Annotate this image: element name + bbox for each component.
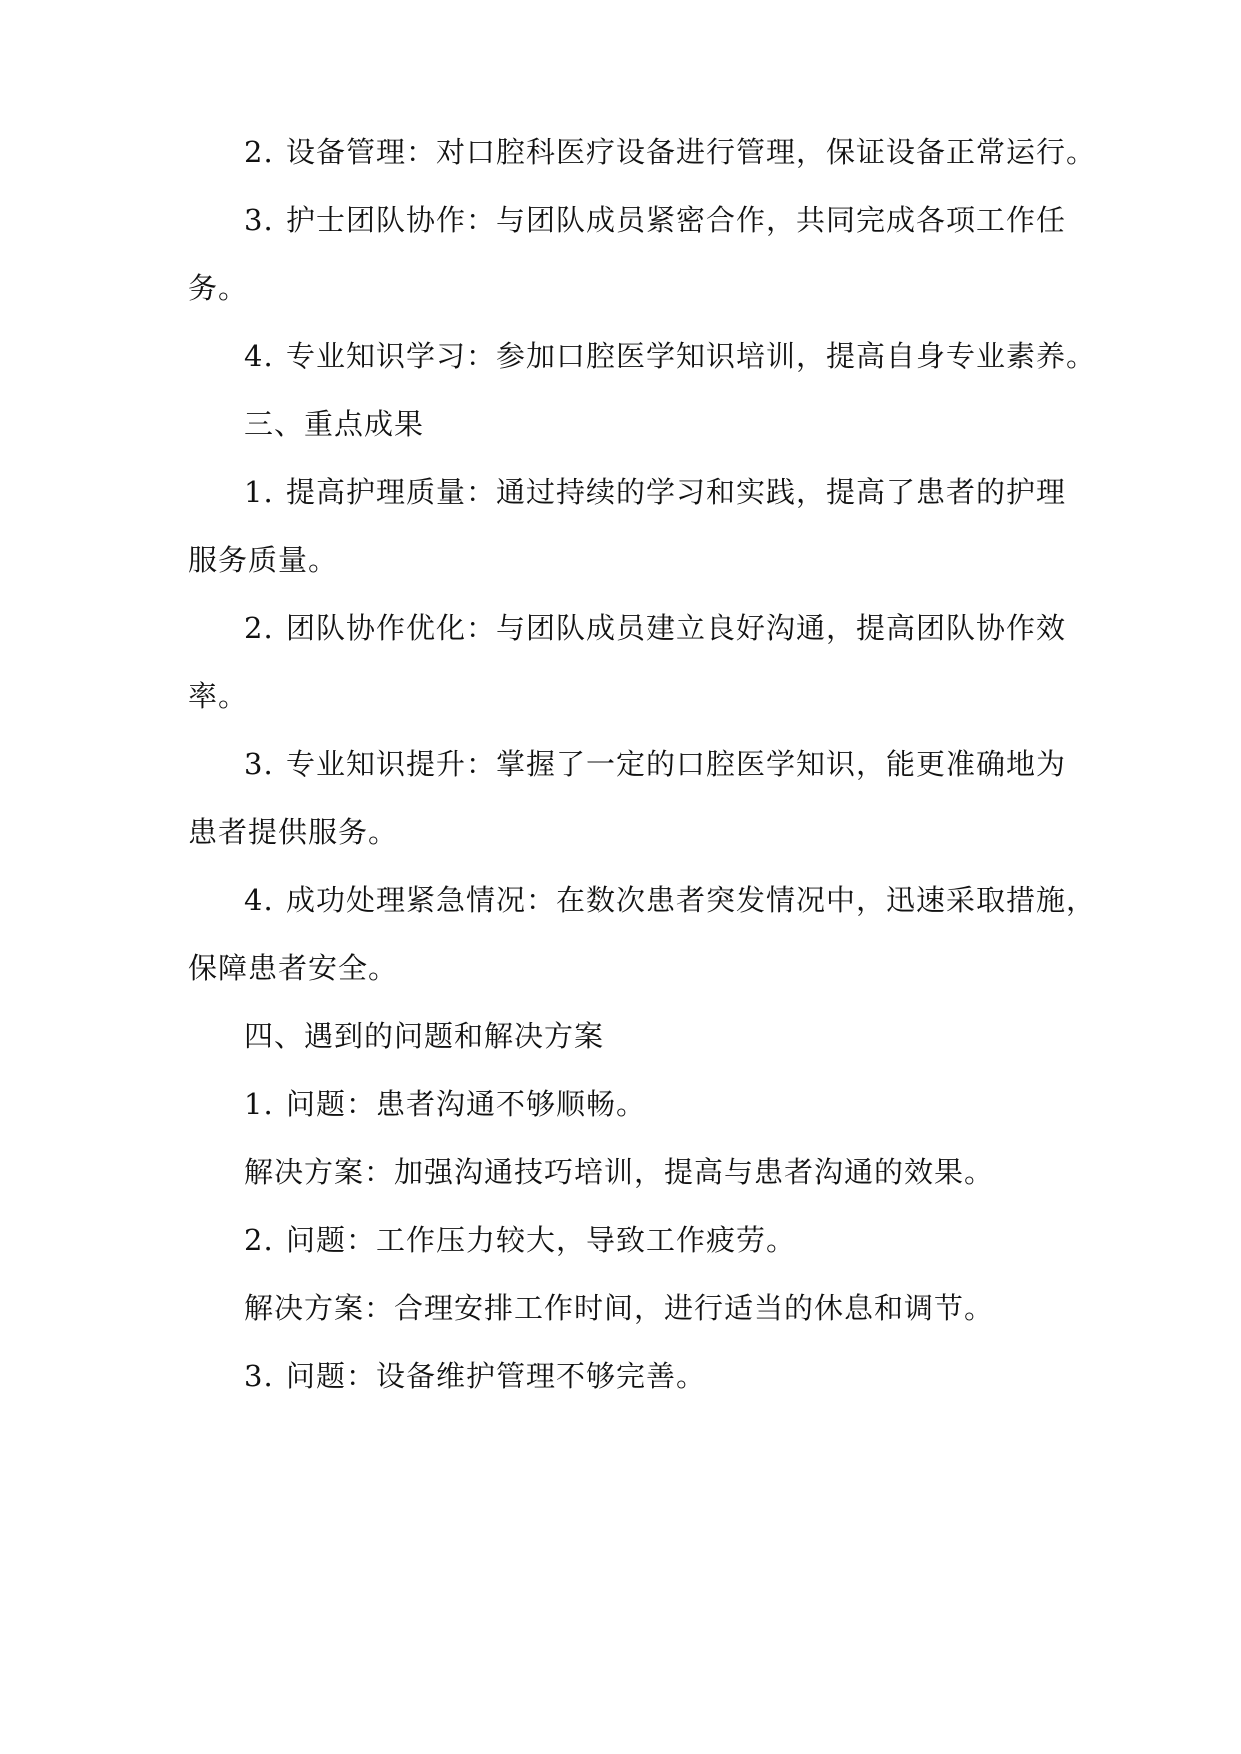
- list-item-problem-workload: [244, 1220, 796, 1260]
- list-item-care-quality: [244, 472, 1066, 512]
- list-text: 服务质量。: [188, 543, 339, 577]
- list-number: 3.: [244, 747, 274, 781]
- list-number: 2.: [244, 611, 274, 645]
- list-text: 问题：设备维护管理不够完善。: [286, 1359, 707, 1393]
- list-number: 2.: [244, 135, 274, 169]
- section-heading-text: 三、重点成果: [244, 407, 425, 441]
- list-text: 设备管理：对口腔科医疗设备进行管理，保证设备正常运行。: [286, 135, 1097, 169]
- list-text: 专业知识学习：参加口腔医学知识培训，提高自身专业素养。: [286, 339, 1097, 373]
- list-text: 率。: [188, 679, 249, 713]
- solution-text: 解决方案：加强沟通技巧培训，提高与患者沟通的效果。: [244, 1155, 995, 1189]
- list-number: 4.: [244, 883, 274, 917]
- list-item-emergency-handling: [244, 880, 1096, 920]
- list-number: 1.: [244, 475, 274, 509]
- list-item-professional-learning: [244, 336, 1096, 376]
- solution-text: 解决方案：合理安排工作时间，进行适当的休息和调节。: [244, 1291, 995, 1325]
- list-number: 1.: [244, 1087, 274, 1121]
- list-item-equipment-management: [244, 132, 1096, 172]
- list-text: 团队协作优化：与团队成员建立良好沟通，提高团队协作效: [286, 611, 1067, 645]
- list-text: 提高护理质量：通过持续的学习和实践，提高了患者的护理: [286, 475, 1067, 509]
- list-text: 保障患者安全。: [188, 951, 399, 985]
- list-number: 4.: [244, 339, 274, 373]
- list-item-continuation: [188, 676, 248, 716]
- list-item-continuation: [188, 540, 338, 580]
- list-item-problem-equipment: [244, 1356, 706, 1396]
- list-text: 问题：工作压力较大，导致工作疲劳。: [286, 1223, 797, 1257]
- list-item-continuation: [188, 948, 398, 988]
- list-text: 专业知识提升：掌握了一定的口腔医学知识，能更准确地为: [286, 747, 1067, 781]
- list-text: 患者提供服务。: [188, 815, 399, 849]
- solution-workload: [244, 1288, 994, 1328]
- list-text: 务。: [188, 271, 249, 305]
- list-item-team-optimization: [244, 608, 1066, 648]
- list-number: 3.: [244, 203, 274, 237]
- list-text: 成功处理紧急情况：在数次患者突发情况中，迅速采取措施，: [286, 883, 1097, 917]
- section-heading-text: 四、遇到的问题和解决方案: [244, 1019, 605, 1053]
- list-item-problem-communication: [244, 1084, 646, 1124]
- list-item-continuation: [188, 812, 398, 852]
- section-heading-key-results: [244, 404, 424, 444]
- list-number: 3.: [244, 1359, 274, 1393]
- list-item-knowledge-improvement: [244, 744, 1066, 784]
- list-text: 问题：患者沟通不够顺畅。: [286, 1087, 647, 1121]
- list-item-team-collaboration: [244, 200, 1066, 240]
- solution-communication: [244, 1152, 994, 1192]
- list-number: 2.: [244, 1223, 274, 1257]
- list-text: 护士团队协作：与团队成员紧密合作，共同完成各项工作任: [286, 203, 1067, 237]
- section-heading-problems-solutions: [244, 1016, 604, 1056]
- list-item-continuation: [188, 268, 248, 308]
